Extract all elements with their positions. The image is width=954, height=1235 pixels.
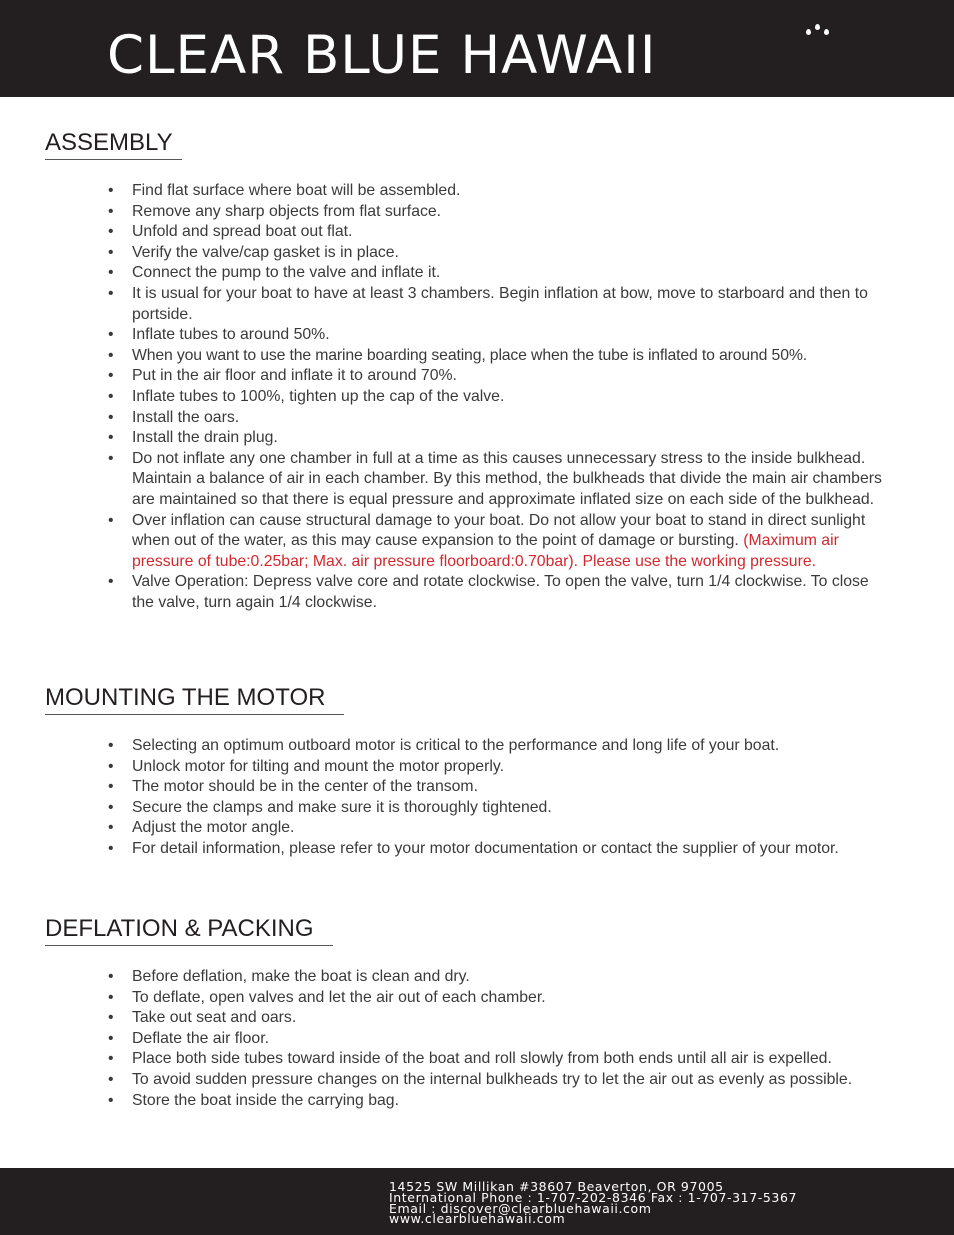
footer-bar [0, 1168, 954, 1235]
footer-address: 14525 SW Millikan #38607 Beaverton, OR 97005 [389, 1179, 724, 1194]
assembly-list [108, 181, 893, 613]
deflation-list [108, 967, 893, 1111]
list-item: • When you want to use the marine boarding seating, place when the tube is inflated to around 50%. [108, 346, 807, 364]
list-item: • Do not inflate any one chamber in full at a time as this causes unnecessary stress to the inside bulkhead. Maintain a balance of air in each chamber. By this method, the bulkheads that divide the main air chambers are maintained so that there is equal pressure and approximate inflated size on each side of the bulkhead. [108, 449, 882, 508]
list-item: • Adjust the motor angle. [108, 819, 295, 837]
list-item: • To avoid sudden pressure changes on the internal bulkheads try to let the air out as evenly as possible. [108, 1070, 853, 1088]
footer-email[interactable]: Email : discover@clearbluehawaii.com [389, 1200, 652, 1216]
logo-drops-icon [806, 24, 832, 36]
section-title-assembly: ASSEMBLY [45, 129, 173, 156]
list-item: • Secure the clamps and make sure it is thoroughly tightened. [108, 798, 552, 816]
list-item: • Deflate the air floor. [108, 1029, 269, 1047]
section-title-mounting-motor: MOUNTING THE MOTOR [45, 684, 326, 711]
list-item: • Install the oars. [108, 408, 240, 426]
footer-phone: International Phone : 1-707-202-8346 Fax : 1-707-317-5367 [389, 1189, 798, 1205]
list-item: • Store the boat inside the carrying bag. [108, 1091, 399, 1109]
list-item: • To deflate, open valves and let the air out of each chamber. [108, 988, 546, 1006]
list-item: • Over inflation can cause structural damage to your boat. Do not allow your boat to stand in direct sunlight when out of the water, as this may cause expansion to the point of damage or bursting. (Maximum air pressure of tube:0.25bar; Max. air pressure floorboard:0.70bar). Please use the working pressure. [108, 511, 866, 570]
list-item: • For detail information, please refer to your motor documentation or contact the supplier of your motor. [108, 839, 839, 857]
list-item: • Before deflation, make the boat is clean and dry. [108, 968, 470, 985]
list-item: • Take out seat and oars. [108, 1009, 297, 1027]
list-item: • Place both side tubes toward inside of the boat and roll slowly from both ends until all air is expelled. [108, 1050, 832, 1068]
section-title-deflation-packing: DEFLATION & PACKING [45, 915, 314, 942]
list-item: • Unlock motor for tilting and mount the motor properly. [108, 757, 504, 775]
list-item: • Install the drain plug. [108, 429, 278, 447]
section-divider [45, 945, 333, 946]
contact-info [389, 1179, 798, 1227]
list-item: • The motor should be in the center of the transom. [108, 778, 478, 796]
list-item: • Inflate tubes to around 50%. [108, 326, 330, 344]
list-item: • Valve Operation: Depress valve core and rotate clockwise. To open the valve, turn 1/4 clockwise. To close the valve, turn again 1/4 clockwise. [108, 573, 869, 611]
list-item: • Connect the pump to the valve and inflate it. [108, 264, 441, 282]
list-item: • Put in the air floor and inflate it to around 70%. [108, 367, 457, 385]
list-item: • Selecting an optimum outboard motor is critical to the performance and long life of your boat. [108, 737, 780, 754]
list-item: • Inflate tubes to 100%, tighten up the cap of the valve. [108, 387, 505, 405]
list-item: • Verify the valve/cap gasket is in place. [108, 243, 399, 261]
list-item: • Find flat surface where boat will be assembled. [108, 182, 461, 199]
pressure-warning: (Maximum air pressure of tube:0.25bar; Max. air pressure floorboard:0.70bar). Please use the working pressure. [132, 532, 839, 570]
header-bar [0, 0, 954, 97]
motor-list [108, 736, 893, 860]
list-item: • Unfold and spread boat out flat. [108, 223, 353, 241]
list-item: • Remove any sharp objects from flat surface. [108, 202, 442, 220]
brand-logo: CLEAR BLUE HAWAII [107, 25, 657, 86]
section-divider [45, 159, 182, 160]
section-divider [45, 714, 344, 715]
footer-website[interactable]: www.clearbluehawaii.com [389, 1211, 566, 1227]
list-item: • It is usual for your boat to have at least 3 chambers. Begin inflation at bow, move to starboard and then to portside. [108, 284, 868, 323]
